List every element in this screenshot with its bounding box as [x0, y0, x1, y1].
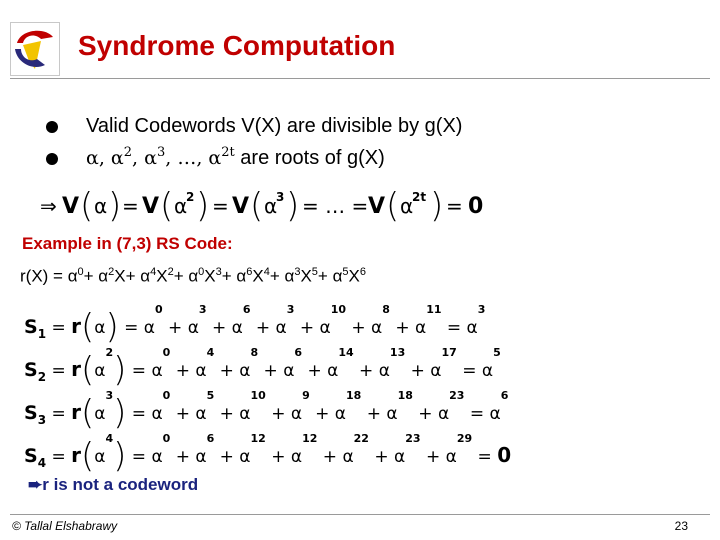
svg-text:=: = — [446, 194, 463, 218]
svg-text:0: 0 — [468, 194, 484, 219]
footer-divider — [10, 514, 710, 515]
svg-text:⇒: ⇒ — [40, 194, 57, 218]
svg-text:V: V — [368, 194, 386, 219]
svg-text:V: V — [62, 194, 80, 219]
logo-icon — [10, 22, 60, 76]
syndrome-row-2: $S_2 = r(\alpha^2) = \alpha^0 + \alpha^4 + \alpha^8 + \alpha^6 + \alpha^{14} + \alpha^{13} + \alpha^{17} = \alpha^5$ — [24, 346, 501, 390]
svg-text:): ) — [430, 186, 444, 226]
svg-text:=: = — [212, 194, 229, 218]
bullet-text-2: α, $\alpha^2$, $\alpha^3$, …, $\alpha^{2t}$ are roots of g(X) — [86, 145, 385, 169]
svg-text:3: 3 — [276, 190, 285, 204]
syndrome-row-1: $S_1 = r(\alpha) = \alpha^0 + \alpha^3 + \alpha^6 + \alpha^3 + \alpha^{10} + \alpha^8 + \alpha^{11} = \alpha^3$ — [24, 303, 486, 347]
footer-credit: © Tallal Elshabrawy — [12, 519, 118, 533]
svg-text:α: α — [174, 194, 188, 218]
svg-text:α: α — [94, 194, 108, 218]
bullet-dot — [46, 153, 58, 165]
conclusion-note: ➨r is not a codeword — [28, 475, 199, 494]
page-number: 23 — [674, 519, 688, 533]
bullet-dot — [46, 121, 58, 133]
syndrome-row-4: $S_4 = r(\alpha^4) = \alpha^0 + \alpha^6 + \alpha^{12} + \alpha^{12} + \alpha^{22} + \alpha^{23} + \alpha^{29} = 0$ — [24, 432, 512, 476]
arrow-right-icon: ➨ — [28, 475, 43, 494]
example-heading: Example in (7,3) RS Code: — [22, 234, 233, 253]
implication-formula — [18, 183, 518, 233]
title-divider — [10, 78, 710, 79]
svg-text:2: 2 — [186, 190, 195, 204]
svg-text:α: α — [264, 194, 278, 218]
svg-text:V: V — [142, 194, 160, 219]
received-polynomial: $r(X) = \alpha^0+ \alpha^2X+ \alpha^4X^2+ \alpha^0X^3+ \alpha^6X^4+ \alpha^3X^5+ \alpha^5X^6$ — [20, 266, 366, 286]
svg-text:): ) — [108, 186, 122, 226]
svg-text:2t: 2t — [412, 190, 427, 204]
syndrome-row-3: $S_3 = r(\alpha^3) = \alpha^0 + \alpha^5 + \alpha^{10} + \alpha^9 + \alpha^{18} + \alpha^{18} + \alpha^{23} = \alpha^6$ — [24, 389, 509, 433]
svg-text:(: ( — [250, 186, 264, 226]
svg-text:= … =: = … = — [302, 194, 369, 218]
svg-text:(: ( — [80, 186, 94, 226]
svg-text:α: α — [400, 194, 414, 218]
page-title: Syndrome Computation — [78, 30, 396, 61]
bullet-text-1: Valid Codewords V(X) are divisible by g(X) — [86, 115, 463, 137]
svg-text:(: ( — [386, 186, 400, 226]
svg-text:(: ( — [160, 186, 174, 226]
svg-text:V: V — [232, 194, 250, 219]
svg-text:=: = — [122, 194, 139, 218]
svg-text:): ) — [286, 186, 300, 226]
svg-text:): ) — [196, 186, 210, 226]
